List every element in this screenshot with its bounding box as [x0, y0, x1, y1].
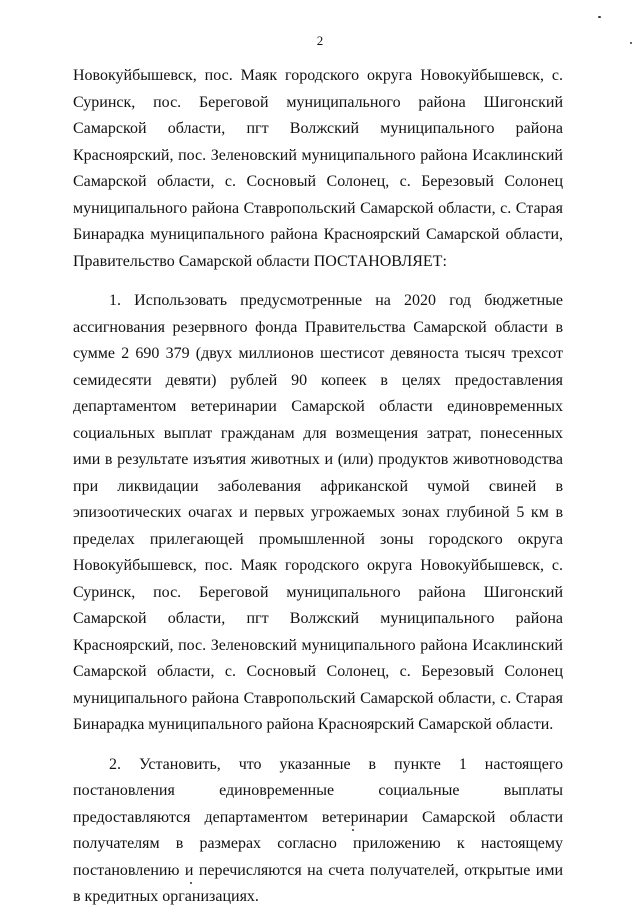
- paragraph-intro: Новокуйбышевск, пос. Маяк городского округа Новокуйбышевск, с. Суринск, пос. Береговой муниципального района Шигонский Самарской области, пгт Волжский муниципального района Красноярский, пос. Зеленовский муниципального района Исаклинский Самарской области, с. Сосновый Солонец, с. Березовый Солонец муниципального района Ставропольский Самарской области, с. Старая Бинарадка муниципального района Красноярский Самарской области, Правительство Самарской области ПОСТАНОВЛЯЕТ:: [73, 67, 563, 270]
- document-body: [73, 60, 563, 911]
- paragraph-item-1: 1. Использовать предусмотренные на 2020 год бюджетные ассигнования резервного фонда Правительства Самарской области в сумме 2 690 379 (двух миллионов шестисот девяноста тысяч трехсот семидесяти девяти) рублей 90 копеек в целях предоставления департаментом ветеринарии Самарской области единовременных социальных выплат гражданам для возмещения затрат, понесенных ими в результате изъятия животных и (или) продуктов животноводства при ликвидации заболевания африканской чумой свиней в эпизоотических очагах и первых угрожаемых зонах глубиной 5 км в пределах прилегающей промышленной зоны городского округа Новокуйбышевск, пос. Маяк городского округа Новокуйбышевск, с. Суринск, пос. Береговой муниципального района Шигонский Самарской области, пгт Волжский муниципального района Красноярский, пос. Зеленовский муниципального района Исаклинский Самарской области, с. Сосновый Солонец, с. Березовый Солонец муниципального района Ставропольский Самарской области, с. Старая Бинарадка муниципального района Красноярский Самарской области.: [73, 292, 563, 733]
- scan-speck: [352, 829, 354, 831]
- scan-speck: [190, 882, 192, 884]
- scan-speck: [598, 16, 601, 18]
- paragraph-item-2: 2. Установить, что указанные в пункте 1 настоящего постановления единовременные социальные выплаты предоставляются департаментом ветеринарии Самарской области получателям в размерах согласно приложению к настоящему постановлению и перечисляются на счета получателей, открытые ими в кредитных организациях.: [73, 755, 563, 905]
- scan-speck: [630, 42, 632, 44]
- page-number: 2: [316, 33, 324, 48]
